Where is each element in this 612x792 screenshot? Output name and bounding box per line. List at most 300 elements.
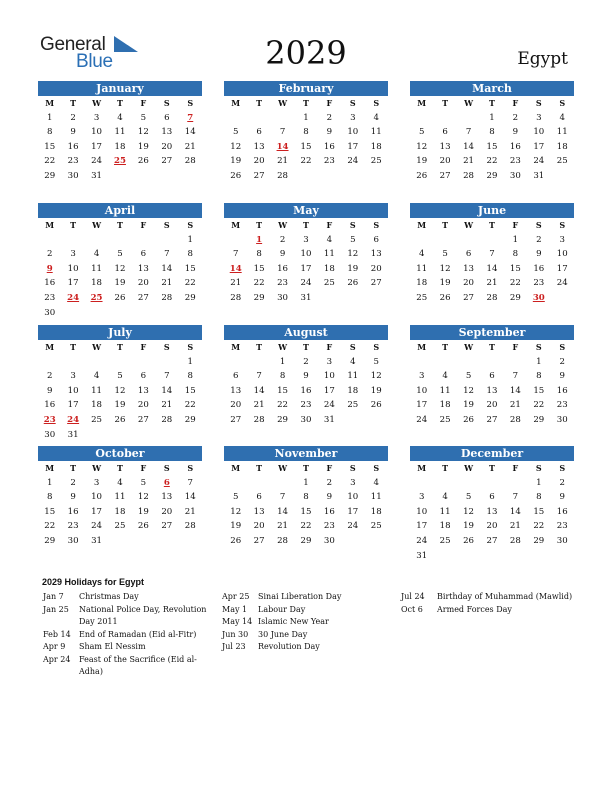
day-cell: 23: [556, 521, 568, 532]
day-cell: 4: [442, 492, 448, 503]
day-cell: 24: [416, 414, 428, 425]
weekday-label: S: [535, 463, 542, 473]
day-cell: 19: [137, 141, 149, 152]
day-cell: 4: [559, 112, 565, 123]
week-row: [224, 398, 388, 413]
day-cell: 26: [439, 292, 451, 303]
day-cell: 14: [509, 506, 521, 517]
day-cell: 22: [44, 521, 56, 532]
day-cell: 10: [533, 127, 545, 138]
weekday-label: T: [442, 220, 449, 230]
day-cell: 24: [300, 278, 312, 289]
empty-day-cell: [480, 549, 503, 564]
day-cell: 6: [465, 249, 472, 260]
holiday-date: Apr 9: [43, 642, 66, 651]
weekday-label: T: [303, 98, 309, 108]
day-cell: 13: [161, 492, 173, 503]
weekday-label: T: [303, 463, 309, 473]
day-cell: 18: [370, 506, 382, 517]
day-cell: 30: [67, 535, 79, 546]
day-cell: 5: [373, 356, 379, 367]
empty-day-cell: [341, 413, 364, 428]
day-cell: 28: [184, 156, 196, 167]
weekday-header-row: [38, 218, 202, 233]
day-cell: 22: [300, 521, 312, 532]
day-cell: 7: [164, 371, 170, 382]
week-row: [410, 276, 574, 291]
empty-day-cell: [504, 476, 527, 491]
empty-day-cell: [61, 355, 84, 370]
empty-day-cell: [247, 355, 270, 370]
day-cell: 27: [230, 414, 242, 425]
day-cell: 29: [253, 292, 265, 303]
empty-day-cell: [85, 306, 108, 321]
day-cell: 14: [486, 263, 498, 274]
day-cell: 7: [187, 477, 193, 488]
weekday-label: M: [45, 220, 55, 230]
weekday-label: M: [45, 463, 55, 473]
day-cell: 23: [44, 292, 56, 303]
day-cell: 5: [465, 371, 472, 382]
empty-day-cell: [365, 413, 388, 428]
day-cell: 1: [512, 234, 519, 245]
day-cell: 6: [140, 371, 147, 382]
day-cell: 18: [556, 141, 568, 152]
day-cell: 20: [137, 278, 149, 289]
empty-day-cell: [318, 291, 341, 306]
day-cell: 3: [93, 477, 100, 488]
week-row: [410, 111, 574, 126]
day-cell: 2: [536, 234, 542, 245]
day-cell: 12: [370, 371, 382, 382]
weekday-label: S: [535, 98, 542, 108]
day-cell: 20: [439, 156, 451, 167]
month-header: June: [410, 203, 574, 218]
holiday-item: [222, 629, 392, 642]
day-cell: 10: [347, 492, 359, 503]
weekday-label: T: [70, 463, 77, 473]
day-cell: 8: [46, 492, 53, 503]
day-cell: 20: [370, 263, 382, 274]
holiday-name: Armed Forces Day: [437, 604, 512, 614]
day-cell: 12: [463, 385, 475, 396]
holiday-date: Apr 25: [222, 592, 250, 601]
day-cell: 20: [486, 521, 498, 532]
day-cell: 1: [279, 356, 286, 367]
day-cell: 21: [161, 278, 173, 289]
day-cell: 3: [350, 112, 356, 123]
weekday-label: S: [187, 98, 194, 108]
weekday-label: W: [92, 463, 102, 473]
day-cell: 17: [347, 506, 359, 517]
day-cell: 21: [463, 156, 475, 167]
week-row: [224, 369, 388, 384]
day-cell: 14: [463, 141, 475, 152]
day-cell: 22: [486, 156, 498, 167]
holiday-day-cell: 30: [532, 292, 545, 303]
holiday-item: [43, 604, 208, 629]
day-cell: 2: [326, 477, 333, 488]
week-row: [38, 534, 202, 549]
holiday-date: Jun 30: [222, 629, 249, 639]
weekday-label: M: [231, 220, 241, 230]
day-cell: 22: [253, 278, 265, 289]
week-row: [224, 355, 388, 370]
day-cell: 22: [184, 278, 196, 289]
day-cell: 2: [559, 477, 565, 488]
day-cell: 16: [556, 385, 568, 396]
day-cell: 26: [230, 170, 242, 181]
weekday-label: T: [442, 463, 449, 473]
weekday-label: S: [163, 342, 170, 352]
day-cell: 8: [536, 371, 542, 382]
day-cell: 10: [556, 249, 568, 260]
day-cell: 17: [67, 278, 79, 289]
month-june: [410, 203, 574, 306]
weekday-label: S: [535, 342, 542, 352]
weekday-label: S: [187, 463, 194, 473]
day-cell: 4: [418, 249, 425, 260]
empty-day-cell: [132, 355, 155, 370]
weekday-label: S: [187, 342, 194, 352]
weekday-label: W: [278, 463, 288, 473]
day-cell: 15: [277, 385, 289, 396]
empty-day-cell: [410, 111, 433, 126]
holiday-item: [43, 641, 208, 654]
calendar-year: 2029: [265, 34, 347, 72]
day-cell: 27: [439, 170, 451, 181]
empty-day-cell: [247, 476, 270, 491]
day-cell: 19: [463, 521, 475, 532]
day-cell: 18: [439, 521, 451, 532]
day-cell: 6: [489, 492, 495, 503]
weekday-label: W: [464, 463, 474, 473]
holiday-name: National Police Day, Revolution Day 2011: [79, 604, 207, 626]
weekday-header-row: [38, 340, 202, 355]
day-cell: 13: [137, 263, 149, 274]
week-row: [224, 534, 388, 549]
day-cell: 29: [44, 170, 56, 181]
week-row: [38, 233, 202, 248]
weekday-label: S: [349, 220, 356, 230]
day-cell: 20: [137, 400, 149, 411]
day-cell: 24: [91, 156, 103, 167]
weekday-label: M: [45, 342, 55, 352]
day-cell: 28: [184, 521, 196, 532]
empty-day-cell: [341, 291, 364, 306]
day-cell: 30: [300, 414, 312, 425]
day-cell: 31: [91, 170, 103, 181]
day-cell: 4: [373, 112, 379, 123]
day-cell: 29: [509, 292, 521, 303]
day-cell: 15: [44, 506, 56, 517]
day-cell: 2: [326, 112, 333, 123]
day-cell: 5: [232, 492, 239, 503]
day-cell: 8: [303, 127, 309, 138]
weekday-label: S: [349, 342, 356, 352]
holiday-name: Sinai Liberation Day: [258, 592, 342, 601]
day-cell: 6: [232, 371, 239, 382]
empty-day-cell: [132, 428, 155, 443]
empty-day-cell: [504, 355, 527, 370]
empty-day-cell: [38, 233, 61, 248]
weekday-label: S: [559, 342, 566, 352]
day-cell: 15: [486, 141, 498, 152]
day-cell: 28: [253, 414, 265, 425]
day-cell: 27: [137, 292, 149, 303]
day-cell: 26: [137, 156, 149, 167]
day-cell: 29: [44, 535, 56, 546]
day-cell: 2: [46, 249, 53, 260]
day-cell: 2: [46, 371, 53, 382]
month-header: December: [410, 446, 574, 461]
day-cell: 4: [117, 112, 123, 123]
day-cell: 30: [277, 292, 289, 303]
week-row: [224, 111, 388, 126]
day-cell: 17: [300, 263, 312, 274]
day-cell: 17: [91, 506, 103, 517]
empty-day-cell: [365, 534, 388, 549]
empty-day-cell: [61, 306, 84, 321]
day-cell: 5: [350, 234, 356, 245]
empty-day-cell: [179, 306, 202, 321]
day-cell: 27: [370, 278, 382, 289]
day-cell: 28: [230, 292, 242, 303]
month-header: August: [224, 325, 388, 340]
day-cell: 11: [114, 492, 126, 503]
holiday-name: 30 June Day: [258, 629, 308, 639]
day-cell: 21: [184, 141, 196, 152]
empty-day-cell: [504, 549, 527, 564]
day-cell: 30: [67, 170, 79, 181]
day-cell: 18: [323, 263, 335, 274]
weekday-label: F: [140, 342, 147, 352]
week-row: [224, 125, 388, 140]
month-header: January: [38, 81, 202, 96]
day-cell: 12: [137, 492, 149, 503]
day-cell: 10: [416, 385, 428, 396]
day-cell: 13: [137, 385, 149, 396]
day-cell: 29: [277, 414, 289, 425]
weekday-label: T: [117, 342, 123, 352]
day-cell: 13: [486, 385, 498, 396]
week-row: [38, 111, 202, 126]
day-cell: 5: [442, 249, 448, 260]
weekday-label: S: [535, 220, 542, 230]
day-cell: 26: [347, 278, 359, 289]
week-row: [410, 369, 574, 384]
day-cell: 23: [533, 278, 545, 289]
day-cell: 20: [253, 521, 265, 532]
weekday-label: S: [373, 342, 380, 352]
day-cell: 17: [416, 521, 428, 532]
week-row: [38, 276, 202, 291]
day-cell: 1: [536, 356, 542, 367]
empty-day-cell: [271, 476, 294, 491]
day-cell: 13: [230, 385, 242, 396]
day-cell: 18: [91, 278, 103, 289]
day-cell: 25: [91, 414, 103, 425]
day-cell: 1: [303, 112, 309, 123]
day-cell: 9: [512, 127, 519, 138]
day-cell: 21: [277, 156, 289, 167]
day-cell: 1: [187, 234, 193, 245]
holiday-day-cell: 24: [67, 292, 80, 303]
day-cell: 12: [230, 141, 242, 152]
month-september: [410, 325, 574, 428]
week-row: [38, 306, 202, 321]
weekday-label: F: [512, 463, 519, 473]
day-cell: 16: [44, 278, 56, 289]
day-cell: 9: [279, 249, 286, 260]
weekday-header-row: [410, 340, 574, 355]
weekday-header-row: [410, 461, 574, 476]
day-cell: 28: [463, 170, 475, 181]
weekday-label: F: [140, 98, 147, 108]
day-cell: 17: [347, 141, 359, 152]
weekday-label: S: [373, 463, 380, 473]
logo-word-blue: Blue: [76, 51, 113, 72]
holiday-name: Revolution Day: [258, 642, 320, 651]
empty-day-cell: [247, 111, 270, 126]
weekday-label: S: [163, 220, 170, 230]
day-cell: 28: [277, 170, 289, 181]
day-cell: 26: [114, 414, 126, 425]
empty-day-cell: [410, 355, 433, 370]
weekday-label: M: [231, 463, 241, 473]
day-cell: 9: [70, 127, 76, 138]
holiday-day-cell: 6: [163, 477, 170, 488]
week-row: [38, 505, 202, 520]
day-cell: 12: [114, 263, 126, 274]
week-row: [224, 291, 388, 306]
day-cell: 1: [303, 477, 309, 488]
month-header: November: [224, 446, 388, 461]
empty-day-cell: [85, 428, 108, 443]
empty-day-cell: [224, 233, 247, 248]
day-cell: 21: [184, 506, 196, 517]
empty-day-cell: [433, 549, 456, 564]
empty-day-cell: [551, 169, 574, 184]
day-cell: 27: [161, 521, 173, 532]
day-cell: 16: [67, 506, 79, 517]
day-cell: 7: [489, 249, 495, 260]
weekday-label: F: [326, 98, 333, 108]
day-cell: 31: [67, 429, 79, 440]
week-row: [38, 262, 202, 277]
weekday-label: W: [464, 220, 474, 230]
day-cell: 5: [117, 371, 123, 382]
day-cell: 30: [323, 535, 335, 546]
weekday-label: T: [442, 98, 449, 108]
day-cell: 15: [184, 263, 196, 274]
day-cell: 9: [303, 371, 309, 382]
weekday-label: W: [464, 98, 474, 108]
day-cell: 1: [187, 356, 193, 367]
holiday-day-cell: 9: [46, 263, 53, 274]
day-cell: 23: [67, 521, 79, 532]
empty-day-cell: [179, 428, 202, 443]
weekday-label: S: [559, 220, 566, 230]
holiday-day-cell: 25: [113, 156, 126, 167]
day-cell: 16: [67, 141, 79, 152]
day-cell: 9: [46, 385, 53, 396]
day-cell: 5: [232, 127, 239, 138]
day-cell: 12: [463, 506, 475, 517]
day-cell: 4: [442, 371, 448, 382]
holiday-item: [222, 616, 392, 629]
day-cell: 2: [559, 356, 565, 367]
day-cell: 29: [486, 170, 498, 181]
weekday-label: F: [326, 342, 333, 352]
day-cell: 19: [439, 278, 451, 289]
day-cell: 24: [347, 521, 359, 532]
country-name: Egypt: [517, 49, 568, 69]
day-cell: 7: [256, 371, 262, 382]
holiday-day-cell: 7: [187, 112, 194, 123]
day-cell: 12: [347, 249, 359, 260]
weekday-label: F: [140, 463, 147, 473]
week-row: [410, 476, 574, 491]
holiday-item: [222, 604, 392, 617]
weekday-label: W: [278, 220, 288, 230]
day-cell: 15: [184, 385, 196, 396]
day-cell: 11: [370, 492, 382, 503]
empty-day-cell: [365, 169, 388, 184]
empty-day-cell: [155, 169, 178, 184]
week-row: [410, 140, 574, 155]
day-cell: 3: [70, 371, 76, 382]
day-cell: 11: [323, 249, 335, 260]
day-cell: 3: [350, 477, 356, 488]
week-row: [410, 154, 574, 169]
empty-day-cell: [433, 355, 456, 370]
holiday-name: Feast of the Sacrifice (Eid al-Adha): [79, 654, 197, 676]
day-cell: 19: [230, 156, 242, 167]
holiday-item: [401, 591, 581, 604]
weekday-label: T: [70, 98, 77, 108]
day-cell: 31: [300, 292, 312, 303]
week-row: [38, 125, 202, 140]
day-cell: 17: [91, 141, 103, 152]
holiday-item: [43, 591, 208, 604]
empty-day-cell: [85, 233, 108, 248]
day-cell: 22: [277, 400, 289, 411]
weekday-label: M: [417, 98, 427, 108]
day-cell: 19: [230, 521, 242, 532]
weekday-header-row: [224, 96, 388, 111]
day-cell: 30: [44, 429, 56, 440]
day-cell: 7: [465, 127, 472, 138]
week-row: [410, 247, 574, 262]
week-row: [410, 519, 574, 534]
weekday-label: T: [489, 463, 495, 473]
day-cell: 19: [463, 400, 475, 411]
empty-day-cell: [108, 428, 131, 443]
day-cell: 3: [93, 112, 100, 123]
day-cell: 9: [70, 492, 76, 503]
day-cell: 30: [509, 170, 521, 181]
day-cell: 19: [370, 385, 382, 396]
week-row: [224, 262, 388, 277]
month-november: [224, 446, 388, 549]
weekday-label: W: [278, 98, 288, 108]
weekday-label: F: [326, 220, 333, 230]
holiday-item: [43, 629, 208, 642]
month-header: February: [224, 81, 388, 96]
holiday-name: End of Ramadan (Eid al-Fitr): [79, 629, 197, 639]
week-row: [38, 154, 202, 169]
